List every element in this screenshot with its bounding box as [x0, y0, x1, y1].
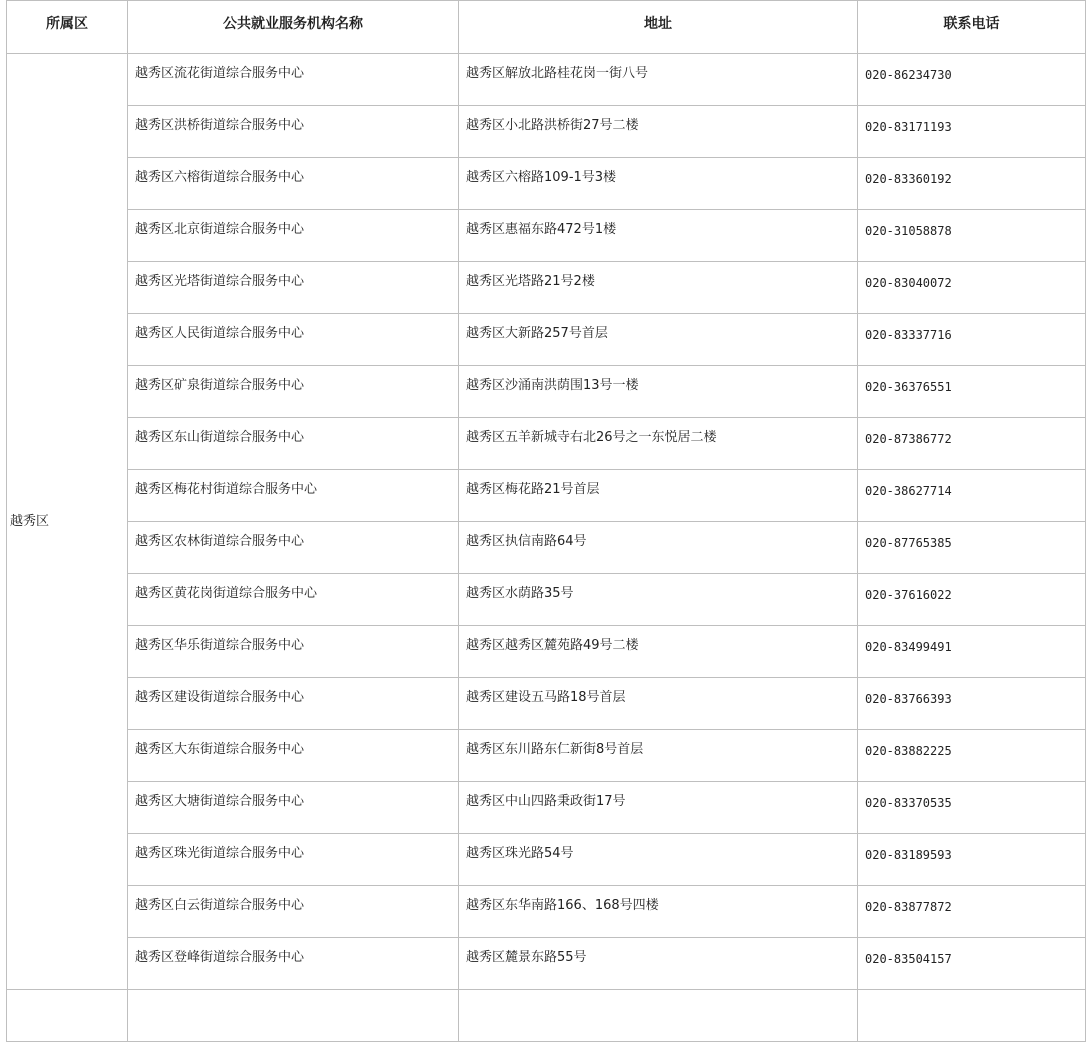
table-header: [7, 1, 1086, 54]
table-body: [7, 54, 1086, 1042]
phone-cell: 020-36376551: [858, 366, 1086, 418]
address-cell: 越秀区六榕路109-1号3楼: [459, 158, 858, 210]
phone-cell: 020-83882225: [858, 730, 1086, 782]
address-cell: 越秀区东华南路166、168号四楼: [459, 886, 858, 938]
name-cell: 越秀区北京街道综合服务中心: [128, 210, 459, 262]
address-cell: 越秀区五羊新城寺右北26号之一东悦居二楼: [459, 418, 858, 470]
table-row: [7, 938, 1086, 990]
phone-cell: 020-83189593: [858, 834, 1086, 886]
table-row: [7, 210, 1086, 262]
name-cell: 越秀区流花街道综合服务中心: [128, 54, 459, 106]
table-row: [7, 106, 1086, 158]
address-cell: 越秀区东川路东仁新街8号首层: [459, 730, 858, 782]
table-row: [7, 730, 1086, 782]
table-row-partial: [7, 990, 1086, 1042]
name-cell: 越秀区大塘街道综合服务中心: [128, 782, 459, 834]
phone-cell: 020-83337716: [858, 314, 1086, 366]
phone-cell: 020-83766393: [858, 678, 1086, 730]
header-name: 公共就业服务机构名称: [128, 1, 459, 54]
name-cell: 越秀区登峰街道综合服务中心: [128, 938, 459, 990]
address-cell: 越秀区水荫路35号: [459, 574, 858, 626]
phone-cell: 020-83504157: [858, 938, 1086, 990]
phone-cell: 020-83370535: [858, 782, 1086, 834]
address-cell: 越秀区梅花路21号首层: [459, 470, 858, 522]
address-cell: 越秀区越秀区麓苑路49号二楼: [459, 626, 858, 678]
table-row: [7, 262, 1086, 314]
name-cell: 越秀区黄花岗街道综合服务中心: [128, 574, 459, 626]
name-cell: 越秀区东山街道综合服务中心: [128, 418, 459, 470]
table-row: [7, 886, 1086, 938]
header-district: 所属区: [7, 1, 128, 54]
name-cell: 越秀区六榕街道综合服务中心: [128, 158, 459, 210]
name-cell: 越秀区洪桥街道综合服务中心: [128, 106, 459, 158]
service-center-table: [6, 0, 1086, 1042]
empty-cell: [459, 990, 858, 1042]
address-cell: 越秀区小北路洪桥街27号二楼: [459, 106, 858, 158]
table-row: [7, 782, 1086, 834]
address-cell: 越秀区惠福东路472号1楼: [459, 210, 858, 262]
name-cell: 越秀区建设街道综合服务中心: [128, 678, 459, 730]
table-row: [7, 366, 1086, 418]
phone-cell: 020-37616022: [858, 574, 1086, 626]
name-cell: 越秀区梅花村街道综合服务中心: [128, 470, 459, 522]
address-cell: 越秀区中山四路秉政街17号: [459, 782, 858, 834]
table-row: [7, 470, 1086, 522]
phone-cell: 020-87765385: [858, 522, 1086, 574]
phone-cell: 020-86234730: [858, 54, 1086, 106]
name-cell: 越秀区大东街道综合服务中心: [128, 730, 459, 782]
address-cell: 越秀区建设五马路18号首层: [459, 678, 858, 730]
header-address: 地址: [459, 1, 858, 54]
table-row: [7, 678, 1086, 730]
name-cell: 越秀区农林街道综合服务中心: [128, 522, 459, 574]
name-cell: 越秀区人民街道综合服务中心: [128, 314, 459, 366]
empty-cell: [7, 990, 128, 1042]
name-cell: 越秀区光塔街道综合服务中心: [128, 262, 459, 314]
name-cell: 越秀区珠光街道综合服务中心: [128, 834, 459, 886]
table-row: [7, 574, 1086, 626]
header-row: [7, 1, 1086, 54]
address-cell: 越秀区解放北路桂花岗一街八号: [459, 54, 858, 106]
phone-cell: 020-83499491: [858, 626, 1086, 678]
name-cell: 越秀区白云街道综合服务中心: [128, 886, 459, 938]
table-row: [7, 54, 1086, 106]
table-row: [7, 626, 1086, 678]
address-cell: 越秀区光塔路21号2楼: [459, 262, 858, 314]
table-row: [7, 834, 1086, 886]
phone-cell: 020-83360192: [858, 158, 1086, 210]
phone-cell: 020-83171193: [858, 106, 1086, 158]
address-cell: 越秀区麓景东路55号: [459, 938, 858, 990]
phone-cell: 020-83040072: [858, 262, 1086, 314]
table-row: [7, 418, 1086, 470]
name-cell: 越秀区矿泉街道综合服务中心: [128, 366, 459, 418]
table-row: [7, 522, 1086, 574]
address-cell: 越秀区执信南路64号: [459, 522, 858, 574]
address-cell: 越秀区珠光路54号: [459, 834, 858, 886]
table-row: [7, 158, 1086, 210]
phone-cell: 020-83877872: [858, 886, 1086, 938]
empty-cell: [858, 990, 1086, 1042]
district-cell: 越秀区: [7, 54, 128, 990]
address-cell: 越秀区沙涌南洪荫围13号一楼: [459, 366, 858, 418]
phone-cell: 020-38627714: [858, 470, 1086, 522]
phone-cell: 020-87386772: [858, 418, 1086, 470]
header-phone: 联系电话: [858, 1, 1086, 54]
phone-cell: 020-31058878: [858, 210, 1086, 262]
table-row: [7, 314, 1086, 366]
name-cell: 越秀区华乐街道综合服务中心: [128, 626, 459, 678]
address-cell: 越秀区大新路257号首层: [459, 314, 858, 366]
empty-cell: [128, 990, 459, 1042]
